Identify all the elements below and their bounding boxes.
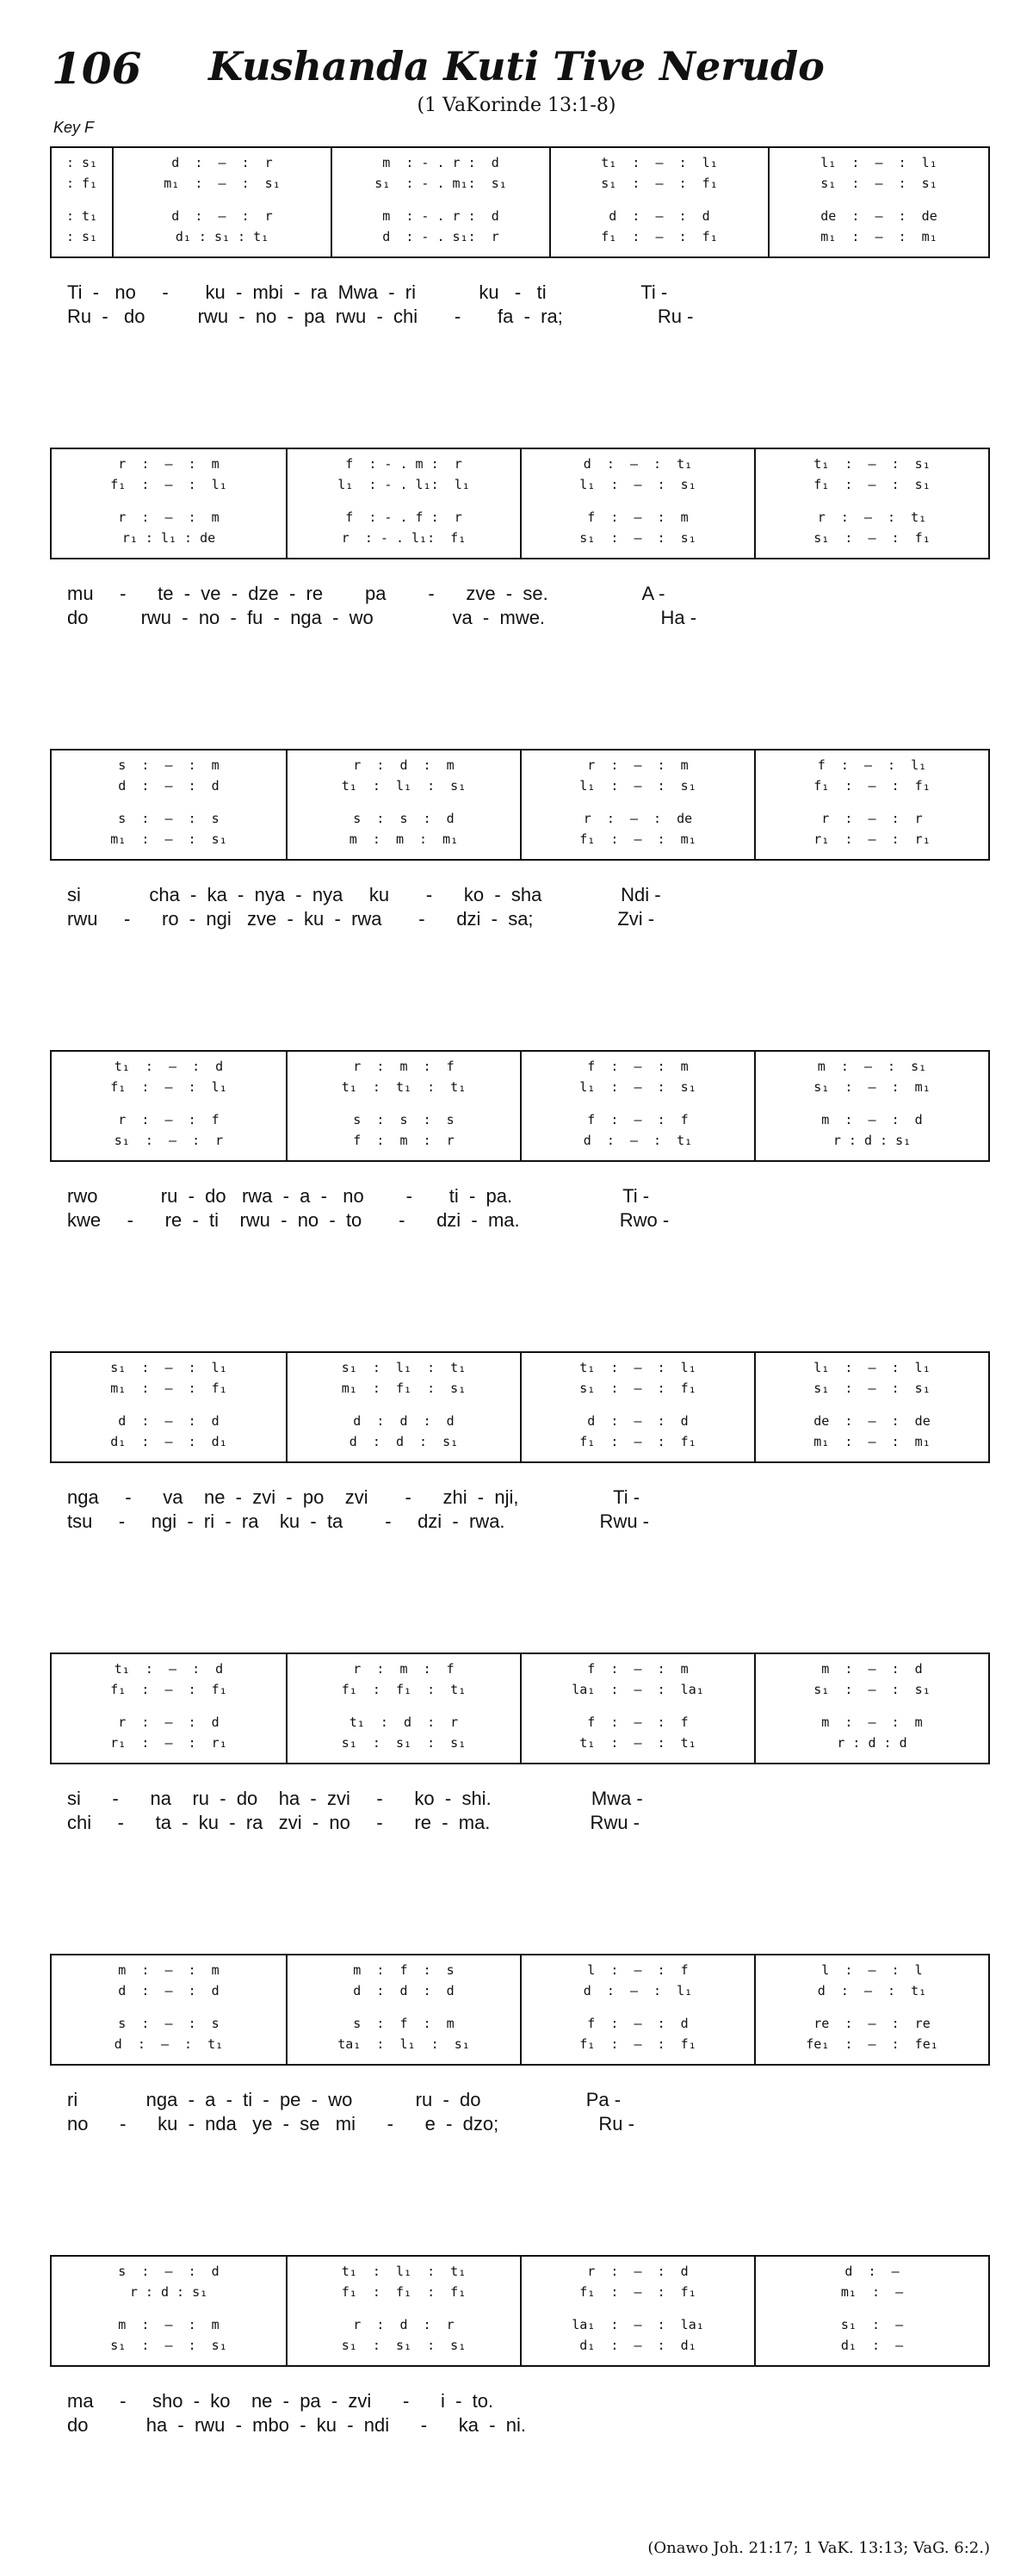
solfa-part: m₁ : — : s₁ [164,176,281,191]
solfa-part: l₁ : — : s₁ [579,778,696,794]
solfa-part: re : — : re [813,2016,931,2031]
solfa-part: f₁ : — : s₁ [813,477,931,492]
staff-box [50,146,990,258]
measure [286,1955,520,2064]
solfa-part: : t₁ [65,208,98,224]
solfa-part: m : — : m [821,1714,923,1730]
solfa-part: f₁ : — : f₁ [579,1434,696,1449]
staff-box [50,1351,990,1463]
solfa-part: l₁ : — : l₁ [820,155,937,170]
solfa-part: r₁ : — : r₁ [813,831,931,847]
solfa-part: f : — : f [587,1112,689,1127]
measure [520,449,754,558]
measure [52,1353,286,1461]
music-system [50,749,990,952]
solfa-part: de : — : de [813,1413,931,1429]
solfa-part: f : — : f [587,1714,689,1730]
solfa-part: r : d : m [353,757,455,773]
solfa-part: m₁ : — [840,2284,904,2300]
solfa-part: l₁ : — : s₁ [579,477,696,492]
solfa-part: l : — : l [821,1962,923,1978]
solfa-part: r : d : s₁ [832,1133,912,1148]
measure [754,1353,988,1461]
solfa-part: d : d : d [353,1413,455,1429]
solfa-part: d : — : t₁ [114,2036,224,2052]
solfa-part: l₁ : — : s₁ [579,1079,696,1095]
lyric-line: mu - te - ve - dze - re pa - zve - se. A - [67,583,665,604]
measure [286,1654,520,1763]
solfa-part: f : — : l₁ [817,757,927,773]
solfa-part: t₁ : — : d [114,1661,224,1677]
solfa-part: f₁ : f₁ : f₁ [341,2284,467,2300]
solfa-part: s : s : s [353,1112,455,1127]
solfa-part: d₁ : — : d₁ [110,1434,227,1449]
solfa-part: s : — : m [118,757,220,773]
measure [52,751,286,859]
solfa-part: s : f : m [353,2016,455,2031]
solfa-part: r : — : r [821,811,923,826]
lyric-line: tsu - ngi - ri - ra ku - ta - dzi - rwa. Rwu - [67,1510,650,1532]
solfa-part: : f₁ [65,176,98,191]
solfa-part: s₁ : s₁ : s₁ [341,1735,467,1751]
measure [520,2257,754,2365]
solfa-part: r : — : d [118,1714,220,1730]
measure [331,148,549,256]
music-system [50,1652,990,1856]
lyric-line: si cha - ka - nya - nya ku - ko - sha Ndi - [67,884,661,905]
solfa-part: : s₁ [65,155,98,170]
solfa-part: s₁ : — : m₁ [813,1079,931,1095]
solfa-part: m₁ : — : m₁ [813,1434,931,1449]
solfa-part: f₁ : — : f₁ [579,2284,696,2300]
solfa-part: d : — : d [118,1983,220,1998]
solfa-part: ta₁ : l₁ : s₁ [337,2036,470,2052]
measure [754,2257,988,2365]
solfa-part: s : s : d [353,811,455,826]
solfa-part: r : - . l₁: f₁ [341,530,467,546]
solfa-part: r : m : f [353,1059,455,1074]
solfa-part: d₁ : s₁ : t₁ [175,229,269,244]
measure [520,751,754,859]
lyric-line: rwu - ro - ngi zve - ku - rwa - dzi - sa; Zvi - [67,908,655,930]
solfa-part: f₁ : — : m₁ [579,831,696,847]
solfa-part: t₁ : — : l₁ [601,155,718,170]
solfa-part: r : — : de [583,811,693,826]
measure [754,1955,988,2064]
solfa-part: m : - . r : d [382,155,499,170]
staff-box [50,448,990,559]
solfa-part: d : — : t₁ [583,1133,693,1148]
lyric-line: Ru - do rwu - no - pa rwu - chi - fa - ra; Ru - [67,306,694,327]
solfa-part: d : — : r [171,155,273,170]
solfa-part: s₁ : — : s₁ [813,1381,931,1396]
solfa-part: l₁ : — : l₁ [813,1360,931,1375]
solfa-part: r₁ : — : r₁ [110,1735,227,1751]
solfa-part: f : — : d [587,2016,689,2031]
solfa-part: d : — [844,2264,900,2279]
solfa-part: t₁ : l₁ : s₁ [341,778,467,794]
solfa-part: d : — : r [171,208,273,224]
solfa-part: r : d : r [353,2317,455,2332]
solfa-part: s : — : d [118,2264,220,2279]
solfa-part: s₁ : s₁ : s₁ [341,2338,467,2353]
measure [754,751,988,859]
music-system [50,1954,990,2157]
lyric-line: si - na ru - do ha - zvi - ko - shi. Mwa - [67,1788,643,1809]
solfa-part: r : — : m [118,456,220,472]
solfa-part: m₁ : f₁ : s₁ [341,1381,467,1396]
lyric-line: do rwu - no - fu - nga - wo va - mwe. Ha - [67,607,697,628]
solfa-part: la₁ : — : la₁ [572,2317,704,2332]
measure [52,1654,286,1763]
solfa-part: s₁ : — [840,2317,904,2332]
solfa-part: f₁ : — : f₁ [579,2036,696,2052]
solfa-part: m : — : m [118,2317,220,2332]
solfa-part: s₁ : - . m₁: s₁ [374,176,507,191]
solfa-part: f₁ : — : f₁ [813,778,931,794]
lyric-line: nga - va ne - zvi - po zvi - zhi - nji, Ti - [67,1486,640,1508]
solfa-part: d₁ : — : d₁ [579,2338,696,2353]
measure [520,1955,754,2064]
solfa-part: m₁ : — : s₁ [110,831,227,847]
solfa-part: d : — : d [118,778,220,794]
measure [52,1052,286,1160]
lyric-line: rwo ru - do rwa - a - no - ti - pa. Ti - [67,1185,650,1207]
solfa-part: r : — : d [587,2264,689,2279]
solfa-part: r : d : d [837,1735,907,1751]
solfa-part: f₁ : — : f₁ [601,229,718,244]
solfa-part: t₁ : d : r [349,1714,459,1730]
footer-reference: (Onawo Joh. 21:17; 1 VaK. 13:13; VaG. 6:2.) [647,2539,990,2557]
solfa-part: f₁ : — : l₁ [110,477,227,492]
solfa-part: s₁ : — : f₁ [601,176,718,191]
hymn-number: 106 [52,43,142,94]
lyric-line: ma - sho - ko ne - pa - zvi - i - to. [67,2390,494,2412]
measure [286,2257,520,2365]
solfa-part: m : — : m [118,1962,220,1978]
music-system [50,1351,990,1554]
solfa-part: m : m : m₁ [349,831,459,847]
solfa-part: s₁ : — : f₁ [813,530,931,546]
solfa-part: s₁ : l₁ : t₁ [341,1360,467,1375]
solfa-part: d : — : d [587,1413,689,1429]
solfa-part: s₁ : — : r [114,1133,224,1148]
solfa-part: d : d : s₁ [349,1434,459,1449]
solfa-part: r₁ : l₁ : de [121,530,216,546]
measure [52,1955,286,2064]
solfa-part: d₁ : — [840,2338,904,2353]
music-system [50,146,990,349]
solfa-part: t₁ : — : l₁ [579,1360,696,1375]
lyric-line: kwe - re - ti rwu - no - to - dzi - ma. Rwo - [67,1209,670,1231]
solfa-part: t₁ : t₁ : t₁ [341,1079,467,1095]
solfa-part: f₁ : — : f₁ [110,1682,227,1697]
solfa-part: l₁ : - . l₁: l₁ [337,477,470,492]
solfa-part: m : - . r : d [382,208,499,224]
solfa-part: d : — : d [609,208,710,224]
solfa-part: d : — : l₁ [583,1983,693,1998]
solfa-part: f₁ : — : l₁ [110,1079,227,1095]
key-signature: Key F [53,119,95,136]
measure [754,1052,988,1160]
solfa-part: m : f : s [353,1962,455,1978]
solfa-part: s₁ : — : l₁ [110,1360,227,1375]
measure [754,1654,988,1763]
solfa-part: m : — : s₁ [817,1059,927,1074]
measure [286,449,520,558]
solfa-part: t₁ : — : d [114,1059,224,1074]
staff-box [50,1652,990,1764]
lyric-line: Ti - no - ku - mbi - ra Mwa - ri ku - ti Ti - [67,281,668,303]
staff-box [50,749,990,861]
solfa-part: r : — : t₁ [817,510,927,525]
solfa-part: t₁ : — : t₁ [579,1735,696,1751]
measure [112,148,331,256]
measure [754,449,988,558]
solfa-part: f : — : m [587,510,689,525]
solfa-part: r : — : f [118,1112,220,1127]
music-system [50,448,990,651]
measure [286,751,520,859]
measure [52,2257,286,2365]
solfa-part: l : — : f [587,1962,689,1978]
solfa-part: m₁ : — : f₁ [110,1381,227,1396]
measure [520,1052,754,1160]
solfa-part: d : — : t₁ [817,1983,927,1998]
solfa-part: s₁ : — : s₁ [813,1682,931,1697]
measure [286,1052,520,1160]
lyric-line: chi - ta - ku - ra zvi - no - re - ma. Rwu - [67,1812,640,1833]
solfa-part: f : - . m : r [345,456,462,472]
hymn-title: Kushanda Kuti Tive Nerudo [208,43,825,90]
solfa-part: s : — : s [118,2016,220,2031]
music-system [50,1050,990,1253]
measure [52,148,112,256]
solfa-part: f : m : r [353,1133,455,1148]
solfa-part: f₁ : f₁ : t₁ [341,1682,467,1697]
solfa-part: d : — : t₁ [583,456,693,472]
solfa-part: m₁ : — : m₁ [820,229,937,244]
measure [768,148,988,256]
solfa-part: de : — : de [820,208,937,224]
staff-box [50,2255,990,2367]
scripture-reference: (1 VaKorinde 13:1-8) [417,95,616,116]
solfa-part: t₁ : l₁ : t₁ [341,2264,467,2279]
measure [520,1353,754,1461]
solfa-part: f : - . f : r [345,510,462,525]
solfa-part: r : d : s₁ [129,2284,208,2300]
lyric-line: do ha - rwu - mbo - ku - ndi - ka - ni. [67,2414,527,2436]
solfa-part: f : — : m [587,1059,689,1074]
solfa-part: f : — : m [587,1661,689,1677]
solfa-part: s : — : s [118,811,220,826]
solfa-part: : s₁ [65,229,98,244]
solfa-part: d : d : d [353,1983,455,1998]
lyric-line: ri nga - a - ti - pe - wo ru - do Pa - [67,2089,622,2110]
staff-box [50,1050,990,1162]
solfa-part: r : — : m [118,510,220,525]
solfa-part: m : — : d [821,1112,923,1127]
solfa-part: s₁ : — : f₁ [579,1381,696,1396]
solfa-part: t₁ : — : s₁ [813,456,931,472]
solfa-part: la₁ : — : la₁ [572,1682,704,1697]
solfa-part: m : — : d [821,1661,923,1677]
solfa-part: r : m : f [353,1661,455,1677]
measure [52,449,286,558]
solfa-part: fe₁ : — : fe₁ [806,2036,938,2052]
solfa-part: s₁ : — : s₁ [110,2338,227,2353]
solfa-part: s₁ : — : s₁ [820,176,937,191]
measure [520,1654,754,1763]
music-system [50,2255,990,2458]
solfa-part: r : — : m [587,757,689,773]
staff-box [50,1954,990,2066]
solfa-part: d : - . s₁: r [382,229,499,244]
solfa-part: d : — : d [118,1413,220,1429]
solfa-part: s₁ : — : s₁ [579,530,696,546]
measure [549,148,768,256]
lyric-line: no - ku - nda ye - se mi - e - dzo; Ru - [67,2113,634,2134]
measure [286,1353,520,1461]
